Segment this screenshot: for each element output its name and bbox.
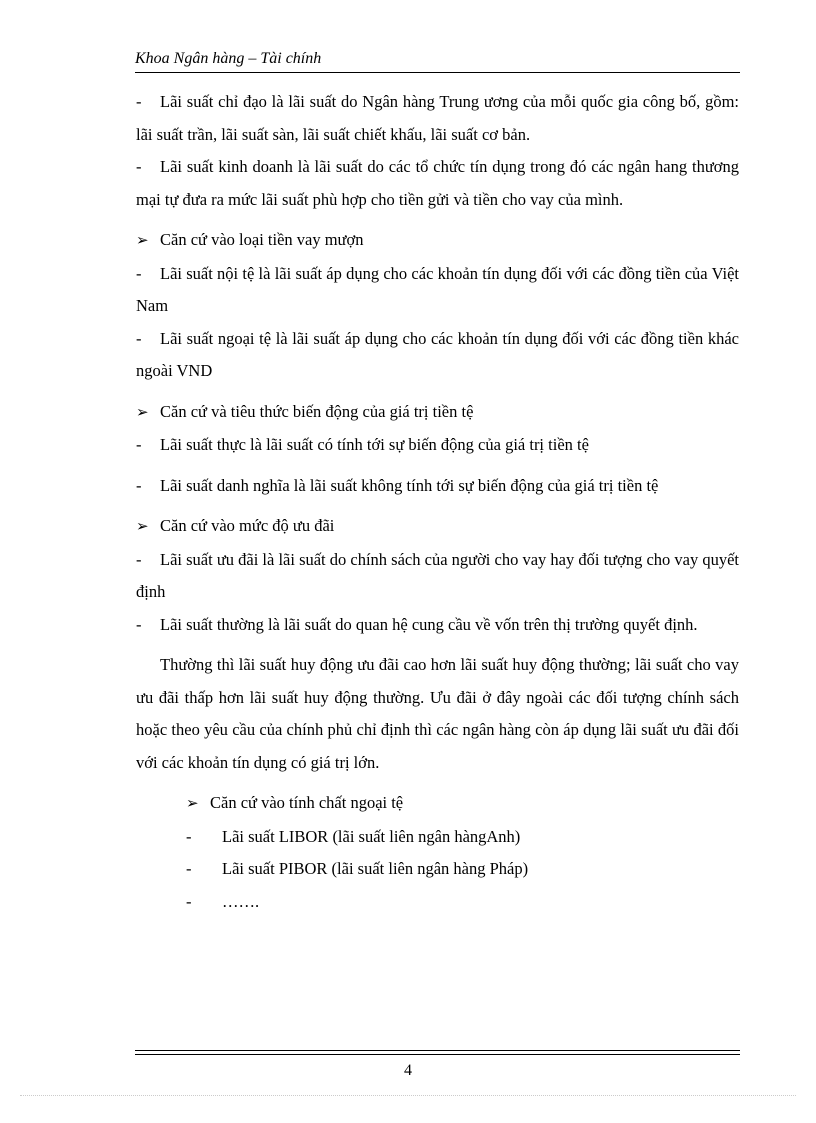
- heading-text: Căn cứ vào loại tiền vay mượn: [160, 230, 364, 249]
- footer-rule: [135, 1050, 740, 1051]
- heading-text: Căn cứ vào tính chất ngoại tệ: [210, 793, 404, 812]
- paragraph-danh-nghia: - Lãi suất danh nghĩa là lãi suất không tính tới sự biến động của giá trị tiền tệ: [136, 470, 739, 503]
- list-item-pibor: - Lãi suất PIBOR (lãi suất liên ngân hàng Pháp): [186, 859, 529, 878]
- paragraph-lai-suat-chi-dao: - Lãi suất chỉ đạo là lãi suất do Ngân hàng Trung ương của mỗi quốc gia công bố, gồm: lãi suất trần, lãi suất sàn, lãi suất chiết khấu, lãi suất cơ bản.: [136, 86, 739, 151]
- heading-bien-dong: [136, 396, 739, 430]
- heading-uu-dai: [136, 510, 739, 544]
- list-item-libor: - Lãi suất LIBOR (lãi suất liên ngân hàngAnh): [186, 826, 521, 846]
- page-number: 4: [404, 1062, 412, 1079]
- heading-loai-tien: [136, 224, 739, 258]
- heading-text: Căn cứ vào mức độ ưu đãi: [160, 516, 335, 535]
- arrow-bullet-icon: ➢: [136, 519, 149, 535]
- paragraph-lai-suat-thuc: - Lãi suất thực là lãi suất có tính tới sự biến động của giá trị tiền tệ: [136, 429, 739, 462]
- paragraph-thuong: - Lãi suất thường là lãi suất do quan hệ cung cầu về vốn trên thị trường quyết định.: [136, 609, 739, 642]
- paragraph-noi-te: - Lãi suất nội tệ là lãi suất áp dụng cho các khoản tín dụng đối với các đồng tiền của Việt Nam: [136, 258, 739, 323]
- paragraph-uu-dai: - Lãi suất ưu đãi là lãi suất do chính sách của người cho vay hay đối tượng cho vay quyết định: [136, 544, 739, 609]
- paragraph-ngoai-te: - Lãi suất ngoại tệ là lãi suất áp dụng cho các khoản tín dụng đối với các đồng tiền khác ngoài VND: [136, 323, 739, 388]
- arrow-bullet-icon: ➢: [186, 796, 199, 812]
- arrow-bullet-icon: ➢: [136, 233, 149, 249]
- heading-ngoai-te: [136, 787, 739, 821]
- document-body: [136, 86, 739, 918]
- header-rule: [135, 72, 740, 73]
- page-boundary: [20, 1095, 796, 1096]
- page-header-title: Khoa Ngân hàng – Tài chính: [135, 50, 322, 67]
- footer-rule: [135, 1054, 740, 1055]
- paragraph-thuong-thi: Thường thì lãi suất huy động ưu đãi cao hơn lãi suất huy động thường; lãi suất cho vay ưu đãi thấp hơn lãi suất huy động thường. Ưu đãi ở đây ngoài các đối tượng chính sách hoặc theo yêu cầu của chính phủ chỉ định thì các ngân hàng còn áp dụng lãi suất ưu đãi đối với các khoản tín dụng có giá trị lớn.: [136, 655, 739, 772]
- arrow-bullet-icon: ➢: [136, 404, 149, 421]
- heading-text: Căn cứ và tiêu thức biến động của giá trị tiền tệ: [160, 401, 474, 421]
- paragraph-lai-suat-kinh-doanh: - Lãi suất kinh doanh là lãi suất do các tổ chức tín dụng trong đó các ngân hang thương mại tự đưa ra mức lãi suất phù hợp cho tiền gửi và tiền cho vay của mình.: [136, 151, 739, 216]
- list-item-ellipsis: - …….: [186, 891, 260, 911]
